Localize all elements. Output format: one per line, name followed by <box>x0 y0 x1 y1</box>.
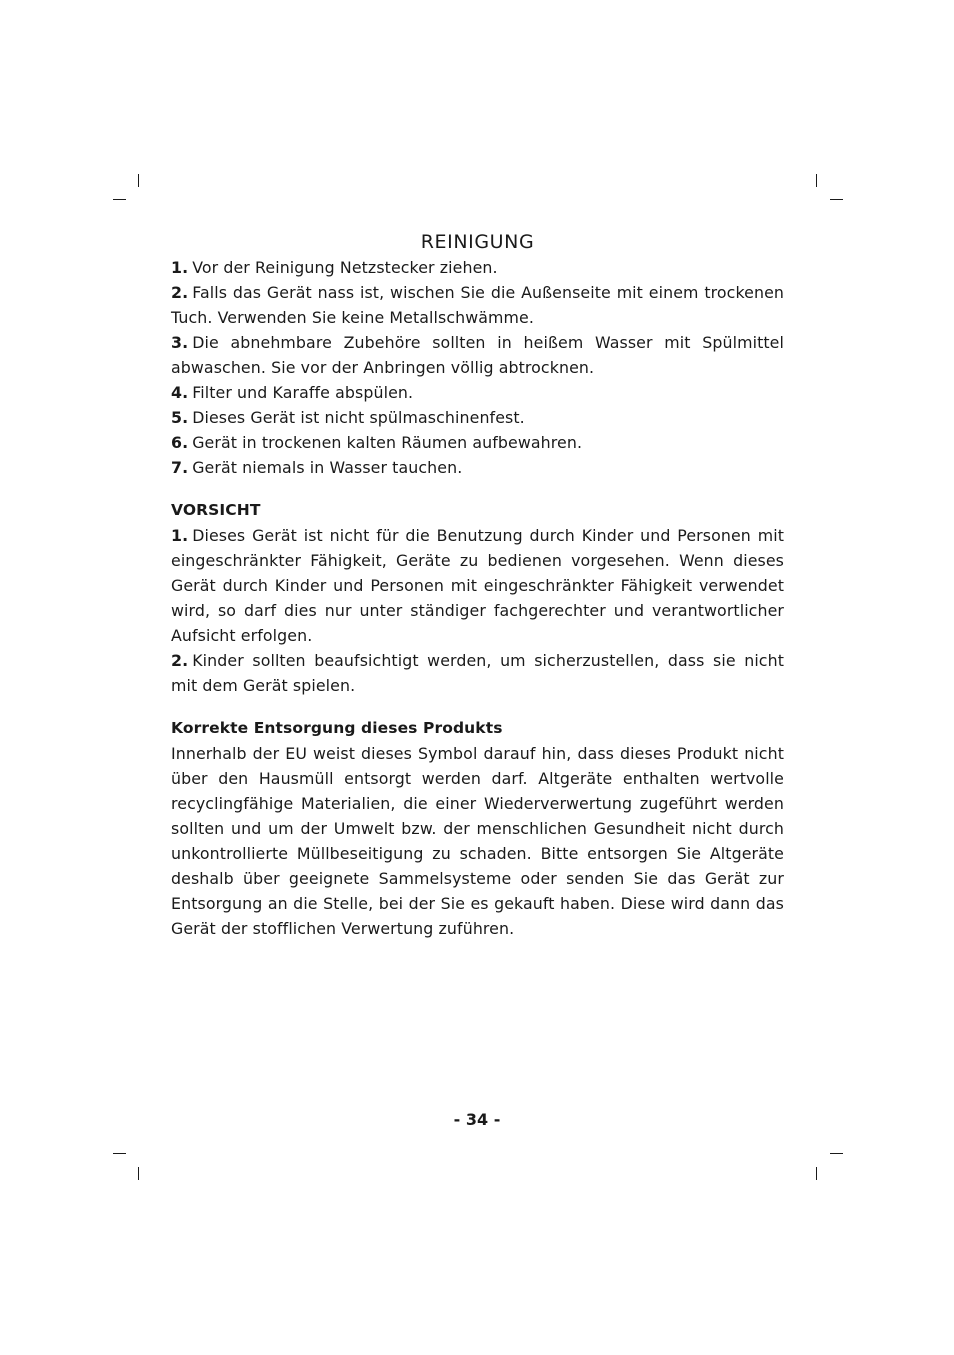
caution-title: VORSICHT <box>171 501 261 519</box>
item-text: Dieses Gerät ist nicht spülmaschinenfest. <box>192 408 525 427</box>
cleaning-item-2 <box>171 280 784 330</box>
page-content <box>171 229 784 941</box>
item-text: Falls das Gerät nass ist, wischen Sie die Außenseite mit einem trockenen Tuch. Verwenden Sie keine Metallschwämme. <box>171 283 784 327</box>
crop-mark-top-right-horizontal <box>830 199 843 200</box>
cleaning-item-1 <box>171 255 784 280</box>
item-text: Kinder sollten beaufsichtigt werden, um sicherzustellen, dass sie nicht mit dem Gerät spielen. <box>171 651 784 695</box>
item-number: 2. <box>171 283 189 302</box>
cleaning-title: REINIGUNG <box>420 231 535 253</box>
item-number: 7. <box>171 458 189 477</box>
item-number: 2. <box>171 651 189 670</box>
crop-mark-bottom-right-horizontal <box>830 1153 843 1154</box>
item-number: 5. <box>171 408 189 427</box>
cleaning-item-5 <box>171 405 784 430</box>
item-text: Die abnehmbare Zubehöre sollten in heißem Wasser mit Spülmittel abwaschen. Sie vor der Anbringen völlig abtrocknen. <box>171 333 784 377</box>
item-text: Dieses Gerät ist nicht für die Benutzung durch Kinder und Personen mit eingeschränkter Fähigkeit, Geräte zu bedienen vorgesehen. Wenn dieses Gerät durch Kinder und Personen mit eingeschränkter Fähigkeit verwendet wird, so darf dies nur unter ständiger fachgerechter und verantwortlicher Aufsicht erfolgen. <box>171 526 784 645</box>
caution-item-2 <box>171 648 784 698</box>
cleaning-item-3 <box>171 330 784 380</box>
item-number: 3. <box>171 333 189 352</box>
item-number: 1. <box>171 526 189 545</box>
crop-mark-top-left-horizontal <box>113 199 126 200</box>
item-text: Gerät in trockenen kalten Räumen aufbewahren. <box>192 433 583 452</box>
caution-list <box>171 523 784 698</box>
item-text: Filter und Karaffe abspülen. <box>192 383 414 402</box>
crop-mark-bottom-left-horizontal <box>113 1153 126 1154</box>
cleaning-item-7 <box>171 455 784 480</box>
page-number: - 34 - <box>453 1110 501 1129</box>
item-number: 1. <box>171 258 189 277</box>
crop-mark-top-left-vertical <box>138 174 139 187</box>
disposal-text: Innerhalb der EU weist dieses Symbol darauf hin, dass dieses Produkt nicht über den Hausmüll entsorgt werden darf. Altgeräte enthalten wertvolle recyclingfähige Materialien, die einer Wiederverwertung zugeführt werden sollten und um der Umwelt bzw. der menschlichen Gesundheit nicht durch unkontrollierte Müllbeseitigung zu schaden. Bitte entsorgen Sie Altgeräte deshalb über geeignete Sammelsysteme oder senden Sie das Gerät zur Entsorgung an die Stelle, bei der Sie es gekauft haben. Diese wird dann das Gerät der stofflichen Verwertung zuführen. <box>171 744 784 938</box>
item-text: Vor der Reinigung Netzstecker ziehen. <box>192 258 498 277</box>
cleaning-item-4 <box>171 380 784 405</box>
item-number: 6. <box>171 433 189 452</box>
crop-mark-top-right-vertical <box>816 174 817 187</box>
crop-mark-bottom-right-vertical <box>816 1167 817 1180</box>
item-text: Gerät niemals in Wasser tauchen. <box>192 458 463 477</box>
cleaning-item-6 <box>171 430 784 455</box>
disposal-title: Korrekte Entsorgung dieses Produkts <box>171 719 503 737</box>
item-number: 4. <box>171 383 189 402</box>
caution-item-1 <box>171 523 784 648</box>
cleaning-list <box>171 255 784 480</box>
crop-mark-bottom-left-vertical <box>138 1167 139 1180</box>
